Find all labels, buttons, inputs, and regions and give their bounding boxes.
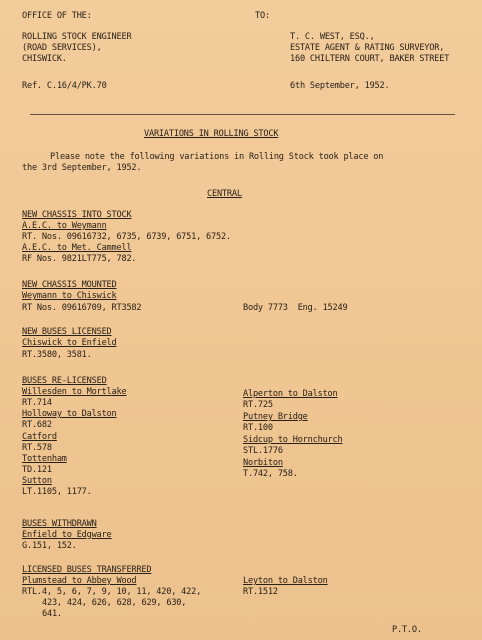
vehicle-numbers: LT.1105, 1177. [22,487,92,497]
route-line: Leyton to Dalston [243,576,328,586]
vehicle-numbers: TD.121 [22,465,52,475]
vehicle-numbers: T.742, 758. [243,469,298,479]
section-heading: BUSES WITHDRAWN [22,519,97,529]
vehicle-numbers: RT. Nos. 09616732, 6735, 6739, 6751, 6752. [22,232,231,242]
separator-rule [30,114,455,115]
vehicle-numbers: RT.714 [22,398,52,408]
route-line: Putney Bridge [243,412,308,422]
vehicle-numbers: G.151, 152. [22,541,77,551]
vehicle-numbers: RT.3580, 3581. [22,350,92,360]
vehicle-numbers: 641. [42,609,62,619]
from-line: CHISWICK. [22,54,67,64]
route-line: A.E.C. to Weymann [22,221,107,231]
reference: Ref. C.16/4/PK.70 [22,81,107,91]
pto-footer: P.T.O. [392,625,422,635]
route-line: Chiswick to Enfield [22,338,117,348]
section-heading: NEW CHASSIS INTO STOCK [22,210,132,220]
section-heading: NEW CHASSIS MOUNTED [22,280,117,290]
vehicle-numbers: RT.578 [22,443,52,453]
vehicle-numbers: STL.1776 [243,446,283,456]
to-line: 160 CHILTERN COURT, BAKER STREET [290,54,450,64]
from-label: OFFICE OF THE: [22,11,92,21]
page-title: VARIATIONS IN ROLLING STOCK [144,129,279,139]
vehicle-numbers: RT.100 [243,423,273,433]
intro-line: the 3rd September, 1952. [22,163,142,173]
to-label: TO: [255,11,270,21]
route-line: Weymann to Chiswick [22,291,117,301]
section-heading: NEW BUSES LICENSED [22,327,112,337]
route-line: A.E.C. to Met. Cammell [22,243,132,253]
route-line: Plumstead to Abbey Wood [22,576,137,586]
section-heading: LICENSED BUSES TRANSFERRED [22,565,152,575]
route-line: Catford [22,432,57,442]
route-line: Norbiton [243,458,283,468]
body-engine-numbers: Body 7773 Eng. 15249 [243,303,348,313]
to-line: ESTATE AGENT & RATING SURVEYOR, [290,43,445,53]
vehicle-numbers: RT.725 [243,400,273,410]
vehicle-numbers: RT Nos. 09616709, RT3582 [22,303,142,313]
route-line: Willesden to Mortlake [22,387,127,397]
route-line: Holloway to Dalston [22,409,117,419]
route-line: Alperton to Dalston [243,389,338,399]
from-line: (ROAD SERVICES), [22,43,102,53]
to-line: T. C. WEST, ESQ., [290,32,375,42]
intro-line: Please note the following variations in Rolling Stock took place on [50,152,384,162]
vehicle-numbers: RF Nos. 9821LT775, 782. [22,254,137,264]
memo-date: 6th September, 1952. [290,81,390,91]
division-heading: CENTRAL [207,189,242,199]
route-line: Sutton [22,476,52,486]
route-line: Enfield to Edgware [22,530,112,540]
section-heading: BUSES RE-LICENSED [22,376,107,386]
route-line: Tottenham [22,454,67,464]
from-line: ROLLING STOCK ENGINEER [22,32,132,42]
route-line: Sidcup to Hornchurch [243,435,343,445]
vehicle-numbers: RTL.4, 5, 6, 7, 9, 10, 11, 420, 422, [22,587,202,597]
vehicle-numbers: RT.1512 [243,587,278,597]
vehicle-numbers: 423, 424, 626, 628, 629, 630, [42,598,187,608]
vehicle-numbers: RT.682 [22,420,52,430]
